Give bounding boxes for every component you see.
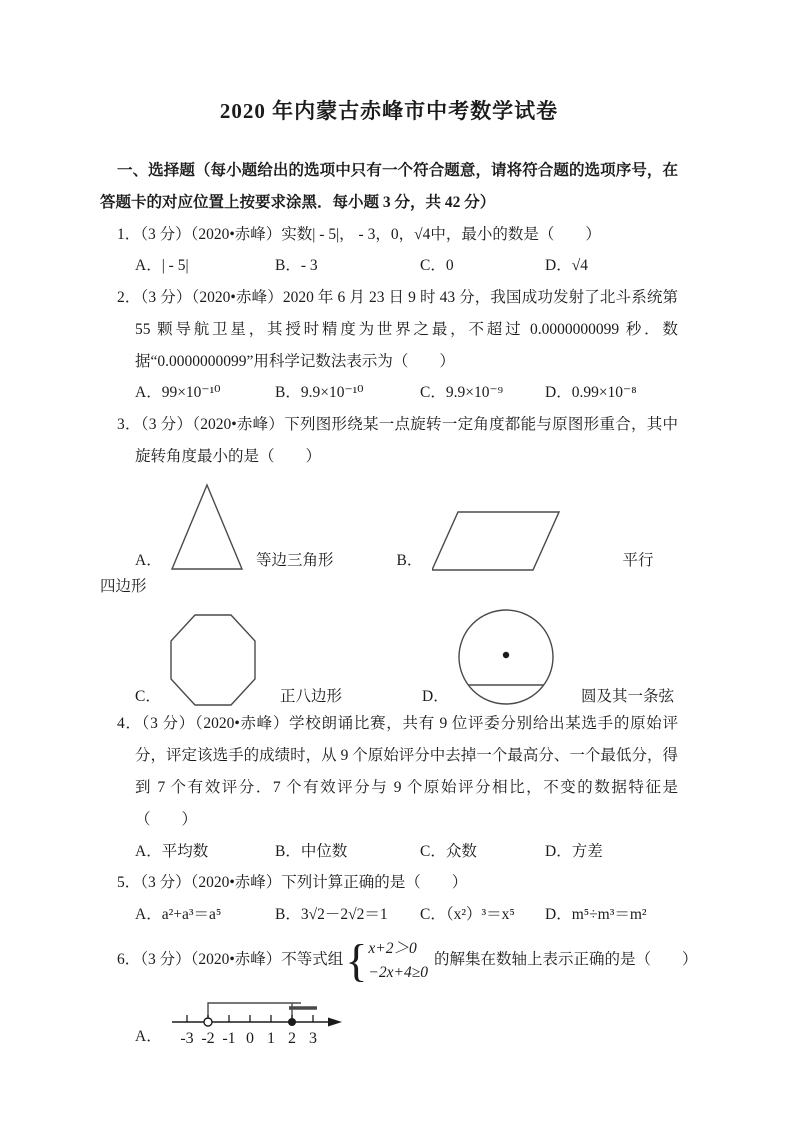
inequality-system xyxy=(368,937,428,985)
question-5-options xyxy=(135,899,678,931)
q1-option-a: A．| - 5| xyxy=(135,257,189,275)
q3-option-d-letter: D． xyxy=(422,688,449,706)
q5-option-c: C．（x²）³＝x⁵ xyxy=(420,906,515,924)
question-2 xyxy=(100,282,678,409)
page-title: 2020 年内蒙古赤峰市中考数学试卷 xyxy=(219,99,559,123)
circle-with-chord-icon xyxy=(457,608,555,706)
q2-option-c: C．9.9×10⁻⁹ xyxy=(420,384,504,402)
q2-option-d: D．0.99×10⁻⁸ xyxy=(545,384,637,402)
q4-option-d: D．方差 xyxy=(545,842,603,860)
question-3-figures-row-2 xyxy=(135,606,678,706)
q3-option-b-caption-line1: 平行 xyxy=(622,552,654,570)
q3-option-b-letter: B． xyxy=(396,552,423,570)
q2-option-a: A．99×10⁻¹⁰ xyxy=(135,384,221,402)
q3-option-c-caption: 正八边形 xyxy=(280,688,343,706)
section-heading: 一、选择题（每小题给出的选项中只有一个符合题意，请将符合题的选项序号，在答题卡的对应位置上按要求涂黑．每小题 3 分，共 42 分） xyxy=(100,162,678,211)
question-5-stem: 5．（3 分）（2020•赤峰）下列计算正确的是（ ） xyxy=(117,874,468,892)
question-2-options xyxy=(135,377,678,409)
question-5 xyxy=(100,867,678,931)
q5-option-b: B．3√2－2√2＝1 xyxy=(275,906,388,924)
numberline-label: 0 xyxy=(246,1029,254,1047)
q2-option-b: B．9.9×10⁻¹⁰ xyxy=(275,384,364,402)
q6-option-a-letter: A． xyxy=(135,1028,162,1046)
q4-option-a: A．平均数 xyxy=(135,842,209,860)
q3-option-b-caption-line2: 四边形 xyxy=(100,577,147,595)
q4-option-b: B．中位数 xyxy=(275,842,348,860)
open-circle-endpoint xyxy=(204,1018,212,1026)
numberline-label: 1 xyxy=(267,1029,275,1047)
q3-option-c-letter: C． xyxy=(135,688,161,706)
q3-option-a-letter: A． xyxy=(135,552,162,570)
question-1-stem: 1．（3 分）（2020•赤峰）实数| - 5|， - 3，0，√4中，最小的数是（ ） xyxy=(117,225,601,243)
numberline-label: -1 xyxy=(222,1029,236,1047)
question-1-options xyxy=(135,250,678,282)
equilateral-triangle-icon xyxy=(170,483,244,571)
question-1 xyxy=(100,219,678,283)
question-4-options xyxy=(135,836,678,868)
question-6-stem xyxy=(117,934,698,986)
numberline-label: 2 xyxy=(288,1029,296,1047)
q1-option-c: C．0 xyxy=(420,257,454,275)
filled-dot-endpoint xyxy=(288,1018,296,1026)
numberline-label: -3 xyxy=(180,1029,194,1047)
q6-stem-suffix: 的解集在数轴上表示正确的是（ ） xyxy=(433,951,698,969)
parallelogram-icon xyxy=(432,511,560,571)
number-line-figure xyxy=(170,991,420,1049)
system-brace: { xyxy=(345,934,368,986)
q6-stem-prefix: 6．（3 分）（2020•赤峰）不等式组 xyxy=(117,951,344,969)
q1-option-b: B．- 3 xyxy=(275,257,318,275)
inequality-line-2: −2x+4≥0 xyxy=(368,963,428,981)
q5-option-d: D．m⁵÷m³＝m² xyxy=(545,906,647,924)
question-6 xyxy=(100,934,698,1049)
q4-option-c: C．众数 xyxy=(420,842,477,860)
question-6-option-a xyxy=(135,991,678,1049)
numberline-label: 3 xyxy=(309,1029,317,1047)
numberline-label: -2 xyxy=(201,1029,215,1047)
question-4-stem: 4．（3 分）（2020•赤峰）学校朗诵比赛，共有 9 位评委分别给出某选手的原始评分，评定该选手的成绩时，从 9 个原始评分中去掉一个最高分、一个最低分，得到 7 个有效评分．7 个有效评分与 9 个原始评分相比，不变的数据特征是（ ） xyxy=(117,715,678,828)
question-4 xyxy=(100,708,678,867)
question-3 xyxy=(100,409,678,706)
inequality-line-1: x+2＞0 xyxy=(368,939,417,957)
regular-octagon-icon xyxy=(170,614,256,706)
q3-option-d-caption: 圆及其一条弦 xyxy=(581,688,675,706)
q1-option-d: D．√4 xyxy=(545,257,588,275)
question-2-stem: 2．（3 分）（2020•赤峰）2020 年 6 月 23 日 9 时 43 分，我国成功发射了北斗系统第 55 颗导航卫星，其授时精度为世界之最，不超过 0.0000000099 秒．数据“0.0000000099”用科学记数法表示为（ ） xyxy=(117,289,678,370)
q5-option-a: A．a²+a³＝a⁵ xyxy=(135,906,222,924)
question-3-stem: 3．（3 分）（2020•赤峰）下列图形绕某一点旋转一定角度都能与原图形重合，其中旋转角度最小的是（ ） xyxy=(117,416,678,465)
q3-option-a-caption: 等边三角形 xyxy=(256,552,334,570)
question-3-figures-row-1 xyxy=(135,479,678,571)
